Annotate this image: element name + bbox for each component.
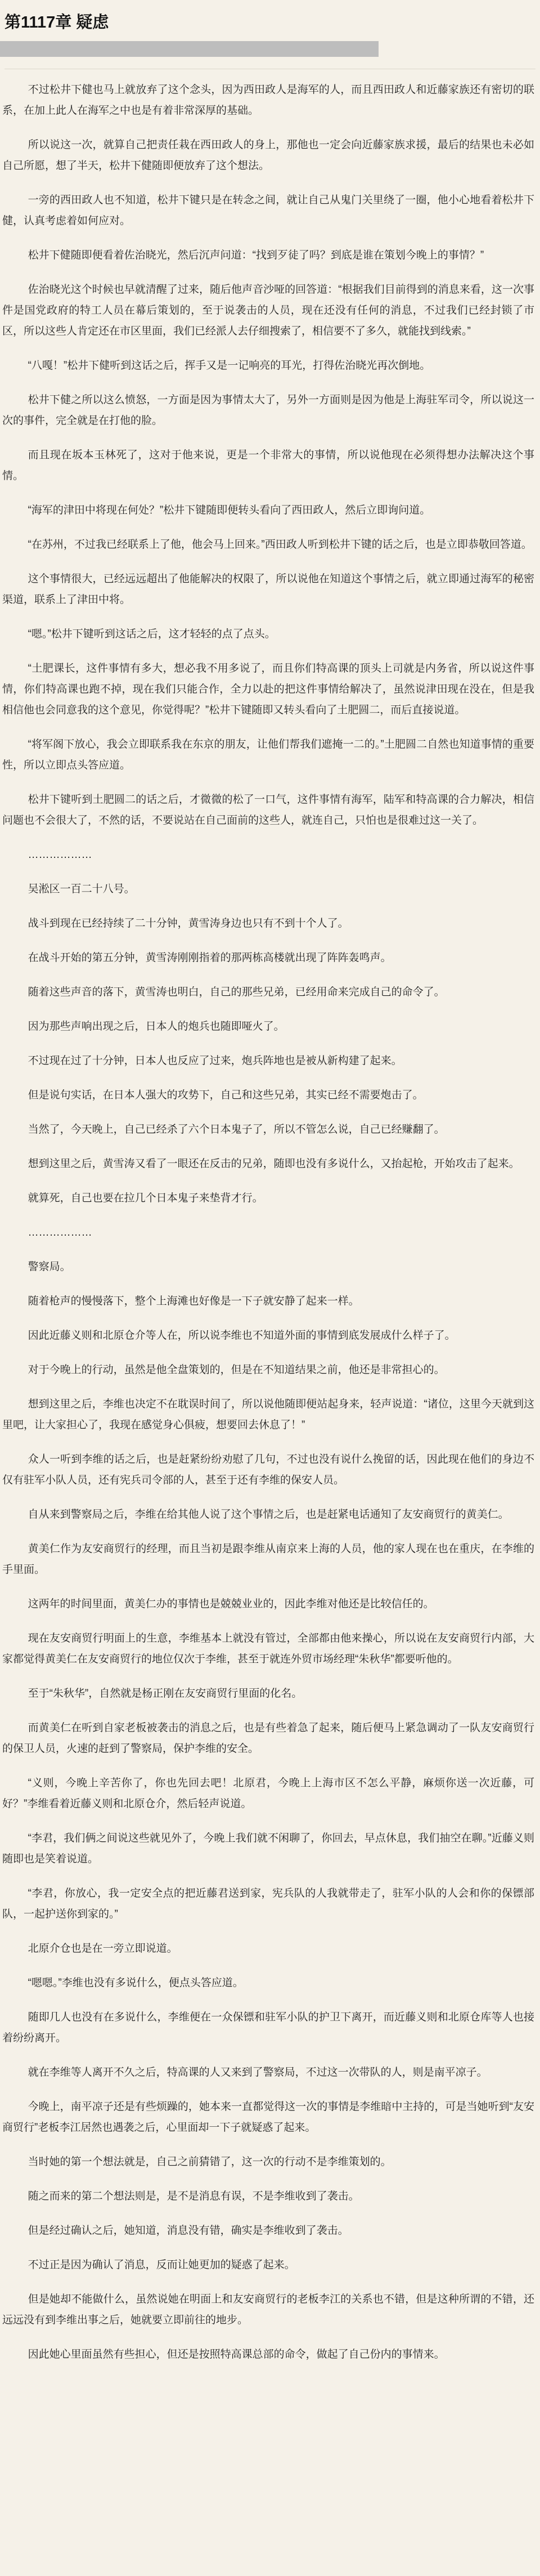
paragraph: 但是说句实话，在日本人强大的攻势下，自己和这些兄弟，其实已经不需要炮击了。: [28, 1089, 424, 1101]
paragraph: “在苏州，不过我已经联系上了他，他会马上回来。”西田政人听到松井下键的话之后，也是立即恭敬回答道。: [28, 539, 532, 551]
paragraph: 松井下键听到土肥圆二的话之后，才微微的松了一口气，这件事情有海军，陆军和特高课的合力解决，相信问题也不会很大了，不然的话，不要说站在自己面前的这些人，就连自己，只怕也是很难过这一关了。: [2, 794, 534, 826]
paragraph: 不过松井下健也马上就放弃了这个念头，因为西田政人是海军的人，而且西田政人和近藤家族还有密切的联系，在加上此人在海军之中也是有着非常深厚的基础。: [2, 84, 534, 117]
paragraph: 随着枪声的慢慢落下，整个上海滩也好像是一下子就安静了起来一样。: [28, 1295, 359, 1307]
paragraph: 对于今晚上的行动，虽然是他全盘策划的，但是在不知道结果之前，他还是非常担心的。: [28, 1364, 445, 1376]
paragraph: 因此她心里面虽然有些担心，但还是按照特高课总部的命令，做起了自己份内的事情来。: [28, 2349, 445, 2360]
paragraph: 不过现在过了十分钟，日本人也反应了过来，炮兵阵地也是被从新构建了起来。: [28, 1055, 402, 1067]
paragraph: “嗯嗯。”李维也没有多说什么，便点头答应道。: [28, 1977, 244, 1989]
paragraph: 北原介仓也是在一旁立即说道。: [28, 1943, 178, 1955]
paragraph: 战斗到现在已经持续了二十分钟，黄雪涛身边也只有不到十个人了。: [28, 918, 349, 929]
scene-break: ………………: [28, 1227, 92, 1238]
paragraph: 不过正是因为确认了消息，反而让她更加的疑惑了起来。: [28, 2259, 295, 2271]
paragraph: 吴淞区一百二十八号。: [28, 883, 135, 895]
paragraph: 随之而来的第二个想法则是，是不是消息有误，不是李维收到了袭击。: [28, 2190, 359, 2202]
paragraph: 所以说这一次，就算自己把责任栽在西田政人的身上，那他也一定会向近藤家族求援，最后的结果也未必如自己所愿，想了半天，松井下健随即便放弃了这个想法。: [2, 139, 534, 172]
paragraph: 今晚上，南平凉子还是有些烦躁的，她本来一直都觉得这一次的事情是李维暗中主持的，可是当她听到“友安商贸行”老板李江居然也遇袭之后，心里面却一下子就疑惑了起来。: [2, 2101, 534, 2134]
chapter-title: 第1117章 疑虑: [4, 14, 109, 32]
paragraph: 而黄美仁在听到自家老板被袭击的消息之后，也是有些着急了起来，随后便马上紧急调动了一队友安商贸行的保卫人员，火速的赶到了警察局，保护李维的安全。: [2, 1722, 534, 1755]
paragraph: 当然了，今天晚上，自己已经杀了六个日本鬼子了，所以不管怎么说，自己已经赚翻了。: [28, 1124, 445, 1135]
paragraph: 至于“朱秋华”，自然就是杨正刚在友安商贸行里面的化名。: [28, 1688, 303, 1700]
paragraph: “海军的津田中将现在何处？”松井下键随即便转头看向了西田政人，然后立即询问道。: [28, 504, 431, 516]
novel-chapter-page: [0, 11, 540, 2382]
paragraph: 一旁的西田政人也不知道，松井下键只是在转念之间，就让自己从鬼门关里绕了一圈，他小心地看着松井下健，认真考虑着如何应对。: [2, 194, 534, 227]
paragraph: 而且现在坂本玉林死了，这对于他来说，更是一个非常大的事情，所以说他现在必须得想办法解决这个事情。: [2, 449, 534, 482]
paragraph: 现在友安商贸行明面上的生意，李维基本上就没有管过，全部都由他来操心，所以说在友安商贸行内部，大家都觉得黄美仁在友安商贸行的地位仅次于李维，甚至于就连外贸市场经理“朱秋华”都要听他的。: [2, 1633, 534, 1665]
paragraph: 松井下健之所以这么愤怒，一方面是因为事情太大了，另外一方面则是因为他是上海驻军司令，所以说这一次的事件，完全就是在打他的脸。: [2, 394, 534, 427]
paragraph: “李君，我们俩之间说这些就见外了，今晚上我们就不闲聊了，你回去，早点休息，我们抽空在聊。”近藤义则随即也是笑着说道。: [2, 1832, 534, 1865]
paragraph: “义则，今晚上辛苦你了，你也先回去吧！北原君，今晚上上海市区不怎么平静，麻烦你送一次近藤，可好？”李维看着近藤义则和北原仓介，然后轻声说道。: [2, 1777, 534, 1810]
paragraph: 自从来到警察局之后，李维在给其他人说了这个事情之后，也是赶紧电话通知了友安商贸行的黄美仁。: [28, 1509, 509, 1520]
paragraph: 就算死，自己也要在拉几个日本鬼子来垫背才行。: [28, 1192, 263, 1204]
paragraph: 随着这些声音的落下，黄雪涛也明白，自己的那些兄弟，已经用命来完成自己的命令了。: [28, 986, 445, 998]
scene-break: ………………: [28, 849, 92, 861]
paragraph: 松井下健随即便看着佐治晓光，然后沉声问道：“找到歹徒了吗？到底是谁在策划今晚上的事情？”: [28, 249, 484, 261]
chapter-content: [0, 69, 540, 2382]
paragraph: 警察局。: [28, 1261, 71, 1273]
paragraph: 随即几人也没有在多说什么，李维便在一众保镖和驻军小队的护卫下离开，而近藤义则和北原仓库等人也接着纷纷离开。: [2, 2011, 534, 2044]
paragraph: 想到这里之后，黄雪涛又看了一眼还在反击的兄弟，随即也没有多说什么，又抬起枪，开始攻击了起来。: [28, 1158, 520, 1170]
paragraph: 想到这里之后，李维也决定不在耽误时间了，所以说他随即便站起身来，轻声说道：“诸位，这里今天就到这里吧，让大家担心了，我现在感觉身心俱疲，想要回去休息了！”: [2, 1398, 534, 1431]
paragraph: “李君，你放心，我一定安全点的把近藤君送到家，宪兵队的人我就带走了，驻军小队的人会和你的保镖部队，一起护送你到家的。”: [2, 1888, 534, 1920]
paragraph: 这个事情很大，已经远远超出了他能解决的权限了，所以说他在知道这个事情之后，就立即通过海军的秘密渠道，联系上了津田中将。: [2, 573, 534, 606]
paragraph: 但是她却不能做什么，虽然说她在明面上和友安商贸行的老板李江的关系也不错，但是这种所谓的不错，还远远没有到李维出事之后，她就要立即前往的地步。: [2, 2293, 534, 2326]
paragraph: 因为那些声响出现之后，日本人的炮兵也随即哑火了。: [28, 1021, 285, 1032]
paragraph: “八嘎！”松井下健听到这话之后，挥手又是一记响亮的耳光，打得佐治晓光再次倒地。: [28, 360, 431, 372]
paragraph: 黄美仁作为友安商贸行的经理，而且当初是跟李维从南京来上海的人员，他的家人现在也在重庆，在李维的手里面。: [2, 1543, 534, 1576]
paragraph: 佐治晓光这个时候也早就清醒了过来，随后他声音沙哑的回答道：“根据我们目前得到的消息来看，这一次事件是国党政府的特工人员在幕后策划的，至于说袭击的人员，现在还没有任何的消息，不过我们已经封锁了市区，所以这些人肯定还在市区里面，我们已经派人去仔细搜索了，相信要不了多久，就能找到线索。”: [2, 284, 534, 337]
paragraph: 在战斗开始的第五分钟，黄雪涛刚刚指着的那两栋高楼就出现了阵阵轰鸣声。: [28, 952, 392, 964]
paragraph: 众人一听到李维的话之后，也是赶紧纷纷劝慰了几句，不过也没有说什么挽留的话，因此现在他们的身边不仅有驻军小队人员，还有宪兵司令部的人，甚至于还有李维的保安人员。: [2, 1454, 534, 1486]
paragraph: 这两年的时间里面，黄美仁办的事情也是兢兢业业的，因此李维对他还是比较信任的。: [28, 1598, 434, 1610]
paragraph: “嗯。”松井下键听到这话之后，这才轻轻的点了点头。: [28, 628, 276, 640]
paragraph: 但是经过确认之后，她知道，消息没有错，确实是李维收到了袭击。: [28, 2225, 349, 2237]
paragraph: “将军阁下放心，我会立即联系我在东京的朋友，让他们帮我们遮掩一二的。”土肥圆二自然也知道事情的重要性，所以立即点头答应道。: [2, 739, 534, 771]
paragraph: 因此近藤义则和北原仓介等人在，所以说李维也不知道外面的事情到底发展成什么样子了。: [28, 1330, 456, 1341]
paragraph: 当时她的第一个想法就是，自己之前猜错了，这一次的行动不是李维策划的。: [28, 2156, 392, 2168]
paragraph: “土肥课长，这件事情有多大，想必我不用多说了，而且你们特高课的顶头上司就是内务省，所以说这件事情，你们特高课也跑不掉，现在我们只能合作，全力以赴的把这件事情给解决了，虽然说津田现在没在，但是我相信他也会同意我的这个意见，你觉得呢？”松井下键随即又转头看向了土肥圆二，而后直接说道。: [2, 663, 534, 716]
paragraph: 就在李维等人离开不久之后，特高课的人又来到了警察局，不过这一次带队的人，则是南平凉子。: [28, 2067, 488, 2078]
ad-placeholder: [0, 41, 379, 57]
